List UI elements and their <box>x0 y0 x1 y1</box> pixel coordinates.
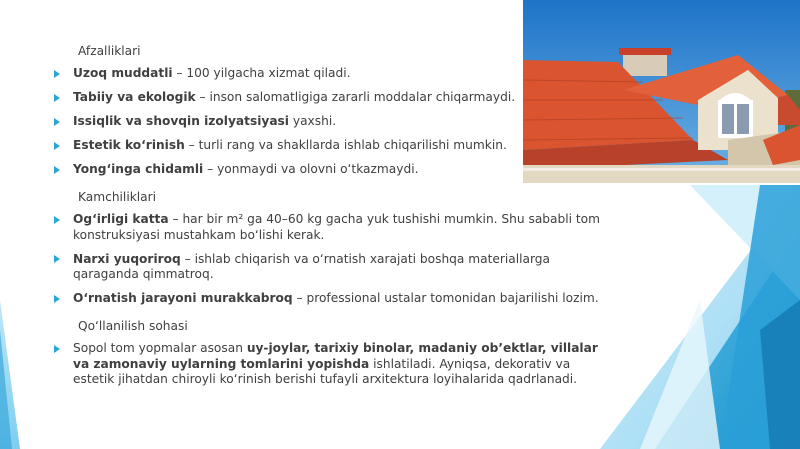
bullet-arrow-icon <box>54 216 60 224</box>
list-item: Narxi yuqoriroq – ishlab chiqarish va o‘rnatish xarajati boshqa materiallarga qaraganda qimmatroq. <box>52 252 612 283</box>
bullet-arrow-icon <box>54 295 60 303</box>
list-item: Estetik ko‘rinish – turli rang va shakllarda ishlab chiqarilishi mumkin. <box>52 138 612 154</box>
bullet-arrow-icon <box>54 94 60 102</box>
section-heading-disadvantages: Kamchiliklari <box>78 190 157 204</box>
list-item: Uzoq muddatli – 100 yilgacha xizmat qiladi. <box>52 66 612 82</box>
bullet-arrow-icon <box>54 118 60 126</box>
list-item: Tabiiy va ekologik – inson salomatligiga zararli moddalar chiqarmaydi. <box>52 90 612 106</box>
section-heading-advantages: Afzalliklari <box>78 44 141 58</box>
bullet-arrow-icon <box>54 345 60 353</box>
bullet-arrow-icon <box>54 166 60 174</box>
bullet-arrow-icon <box>54 142 60 150</box>
list-item: Yong‘inga chidamli – yonmaydi va olovni o‘tkazmaydi. <box>52 162 612 178</box>
bullet-arrow-icon <box>54 70 60 78</box>
list-item: O‘rnatish jarayoni murakkabroq – professional ustalar tomonidan bajarilishi lozim. <box>52 291 612 307</box>
slide-content <box>52 40 612 396</box>
section-heading-usage: Qo‘llanilish sohasi <box>78 319 188 333</box>
bullet-arrow-icon <box>54 255 60 263</box>
list-item: Sopol tom yopmalar asosan uy-joylar, tarixiy binolar, madaniy ob’ektlar, villalar va zamonaviy uylarning tomlarini yopishda ishlatiladi. Ayniqsa, dekorativ va estetik jihatdan chiroyli ko‘rinish berishi tufayli arxitektura loyihalarida qadrlanadi. <box>52 341 612 388</box>
list-item: Issiqlik va shovqin izolyatsiyasi yaxshi. <box>52 114 612 130</box>
list-item: Og‘irligi katta – har bir m² ga 40–60 kg gacha yuk tushishi mumkin. Shu sababli tom konstruksiyasi mustahkam bo‘lishi kerak. <box>52 212 612 243</box>
